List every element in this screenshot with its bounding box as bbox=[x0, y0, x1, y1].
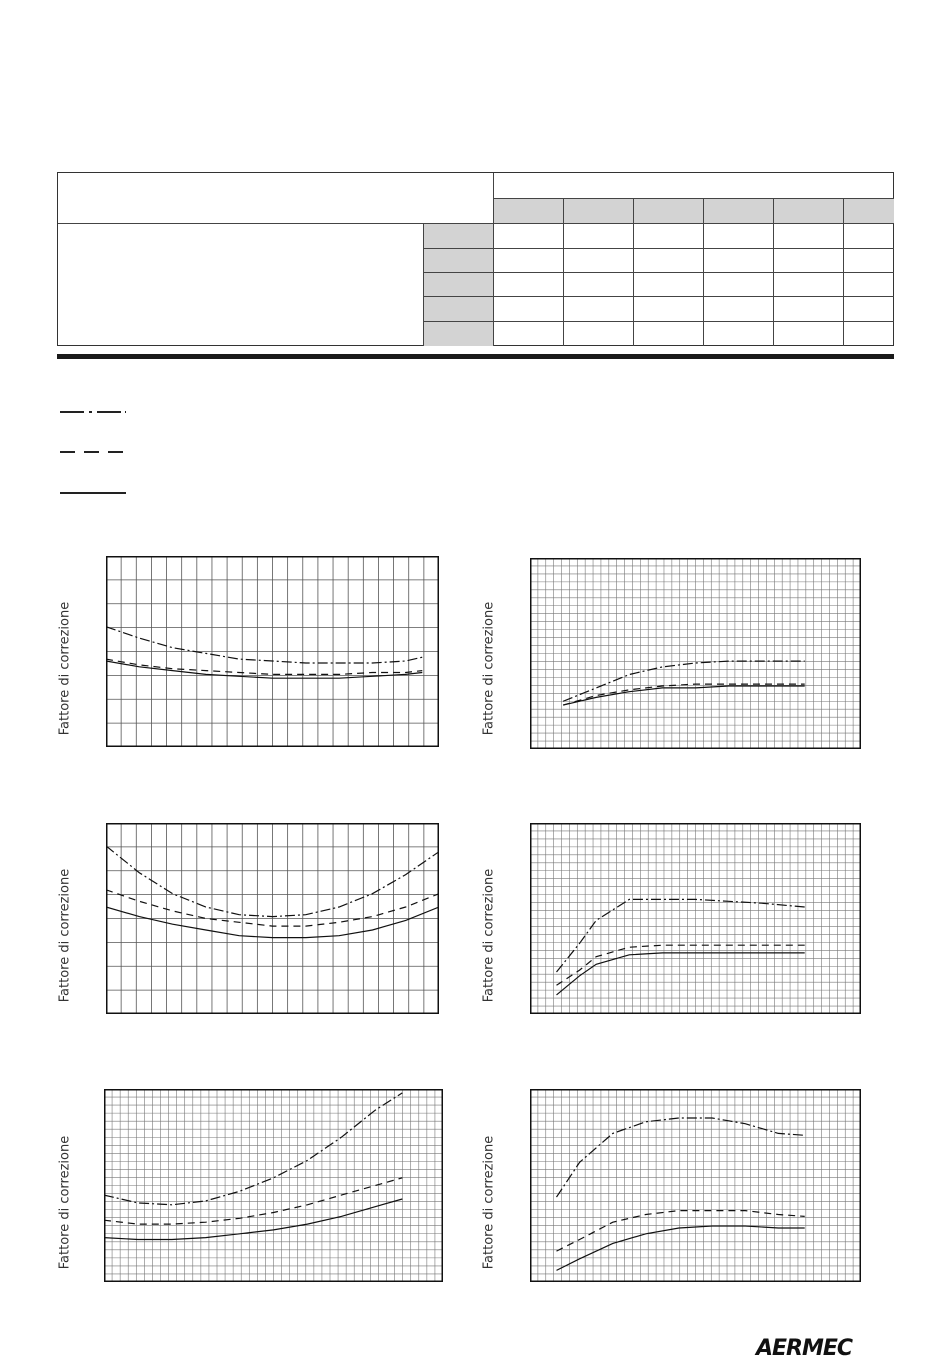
spec-table bbox=[57, 172, 894, 346]
table-header-col bbox=[494, 199, 564, 224]
series-line-dashed bbox=[557, 945, 805, 985]
table-header-col bbox=[704, 199, 774, 224]
table-cell bbox=[844, 322, 894, 346]
series-line-dashed bbox=[106, 659, 422, 674]
table-row-label bbox=[424, 224, 494, 249]
table-cell bbox=[564, 273, 634, 297]
table-cell bbox=[704, 322, 774, 346]
series-line-dashdot bbox=[104, 1093, 402, 1205]
table-body-left bbox=[58, 224, 424, 346]
table-cell bbox=[634, 273, 704, 297]
table-cell bbox=[774, 249, 844, 273]
table-cell bbox=[774, 273, 844, 297]
table-cell bbox=[634, 297, 704, 322]
table-cell bbox=[564, 322, 634, 346]
correction-factor-chart-1 bbox=[106, 556, 439, 747]
y-axis-label: Fattore di correzione bbox=[57, 601, 73, 736]
table-cell bbox=[774, 322, 844, 346]
table-cell bbox=[564, 297, 634, 322]
table-cell bbox=[494, 273, 564, 297]
table-cell bbox=[844, 224, 894, 249]
y-axis-label: Fattore di correzione bbox=[481, 1135, 497, 1270]
table-header-col bbox=[564, 199, 634, 224]
table-cell bbox=[844, 273, 894, 297]
table-row-label bbox=[424, 249, 494, 273]
series-line-dashed bbox=[104, 1178, 402, 1224]
y-axis-label: Fattore di correzione bbox=[57, 868, 73, 1003]
table-header-group bbox=[494, 173, 894, 199]
table-row-label bbox=[424, 322, 494, 346]
series-line-dashdot bbox=[106, 627, 422, 663]
table-header-col bbox=[844, 199, 894, 224]
table-cell bbox=[634, 249, 704, 273]
y-axis-label: Fattore di correzione bbox=[481, 868, 497, 1003]
table-cell bbox=[704, 273, 774, 297]
table-cell bbox=[704, 224, 774, 249]
table-header-col bbox=[634, 199, 704, 224]
table-row-label bbox=[424, 297, 494, 322]
table-cell bbox=[494, 297, 564, 322]
table-row-label bbox=[424, 273, 494, 297]
series-line-dashed bbox=[557, 1211, 805, 1252]
legend-solid-line bbox=[60, 488, 126, 498]
series-line-solid bbox=[557, 953, 805, 995]
correction-factor-chart-2 bbox=[530, 558, 861, 749]
series-line-solid bbox=[104, 1199, 402, 1240]
table-cell bbox=[844, 249, 894, 273]
correction-factor-chart-4 bbox=[530, 823, 861, 1014]
legend-dashed-line bbox=[60, 447, 126, 457]
y-axis-label: Fattore di correzione bbox=[481, 601, 497, 736]
table-header-col bbox=[774, 199, 844, 224]
legend-dashdot-line bbox=[60, 407, 126, 417]
table-cell bbox=[494, 224, 564, 249]
table-cell bbox=[634, 322, 704, 346]
table-cell bbox=[844, 297, 894, 322]
table-cell bbox=[494, 249, 564, 273]
correction-factor-chart-5 bbox=[104, 1089, 443, 1282]
table-cell bbox=[564, 249, 634, 273]
aermec-logo: AERMEC bbox=[756, 1336, 853, 1361]
correction-factor-chart-3 bbox=[106, 823, 439, 1014]
table-cell bbox=[634, 224, 704, 249]
table-cell bbox=[704, 297, 774, 322]
y-axis-label: Fattore di correzione bbox=[57, 1135, 73, 1270]
table-header-left bbox=[58, 173, 494, 224]
correction-factor-chart-6 bbox=[530, 1089, 861, 1282]
table-cell bbox=[774, 297, 844, 322]
table-cell bbox=[774, 224, 844, 249]
section-rule bbox=[57, 354, 894, 359]
table-cell bbox=[704, 249, 774, 273]
table-cell bbox=[564, 224, 634, 249]
table-cell bbox=[494, 322, 564, 346]
